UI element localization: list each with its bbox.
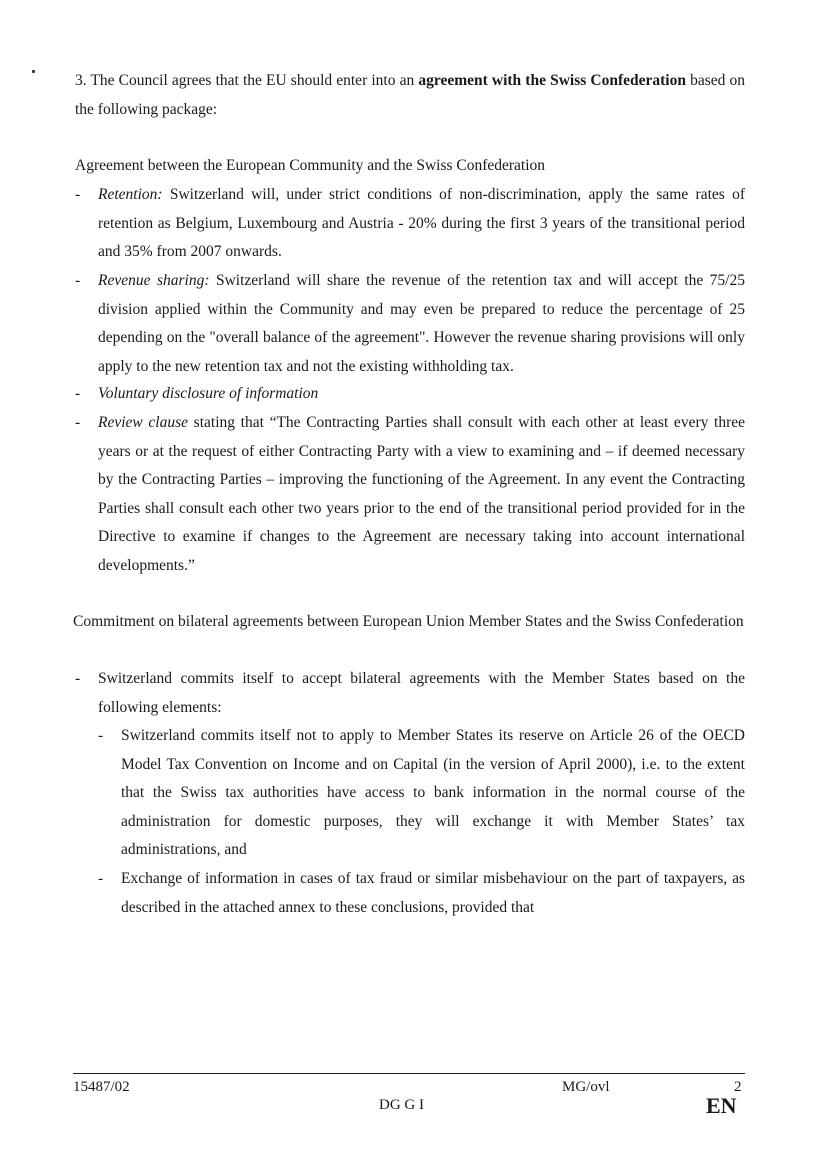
heading-agreement: Agreement between the European Community and the Swiss Confederation — [75, 157, 546, 174]
subbullet-dash: - — [98, 870, 104, 887]
bullet-dash: - — [75, 385, 81, 402]
bullet-text: Switzerland will share the revenue of the retention tax and will accept the 75/25 division applied within the Community and may even be prepared to reduce the percentage of 25 depending on the "overall balance of the agreement". However the revenue sharing provisions will only apply to the new retention tax and not the existing withholding tax. — [98, 272, 745, 375]
bullet-label: Review clause — [98, 414, 189, 431]
footer-rule — [73, 1073, 745, 1074]
bullet-text: stating that “The Contracting Parties shall consult with each other at least every three years or at the request of either Contracting Party with a view to examining and – if deemed necessary by the Contracting Parties – improving the functioning of the Agreement. In any event the Contracting Parties shall consult each other two years prior to the end of the transitional period provided for in the Directive to examine if changes to the Agreement are necessary taking into account international developments.” — [98, 414, 745, 574]
subbullet-exchange-information: Exchange of information in cases of tax fraud or similar misbehaviour on the part of taxpayers, as described in the attached annex to these conclusions, provided that — [121, 870, 745, 916]
scan-speck — [32, 70, 35, 73]
footer-initials: MG/ovl — [562, 1079, 610, 1095]
bullet-label: Voluntary disclosure of information — [98, 385, 319, 402]
bullet-dash: - — [75, 670, 81, 687]
bullet-dash: - — [75, 272, 81, 289]
intro-bold-phrase: agreement with the Swiss Confederation — [418, 72, 686, 89]
bullet-review-clause — [98, 409, 745, 580]
bullet-retention — [98, 181, 745, 267]
intro-text-start: 3. The Council agrees that the EU should enter into an — [75, 72, 419, 89]
footer-language: EN — [706, 1093, 737, 1118]
footer-doc-number: 15487/02 — [73, 1079, 130, 1095]
intro-paragraph — [75, 67, 745, 124]
bullet-switzerland-commits: Switzerland commits itself to accept bilateral agreements with the Member States based on the following elements: — [98, 670, 745, 716]
bullet-label: Retention: — [98, 186, 163, 203]
bullet-voluntary-disclosure — [98, 380, 745, 409]
bullet-revenue-sharing — [98, 267, 745, 381]
subbullet-oecd-reserve: Switzerland commits itself not to apply to Member States its reserve on Article 26 of the OECD Model Tax Convention on Income and on Capital (in the version of April 2000), i.e. to the extent that the Swiss tax authorities have access to bank information in the normal course of the administration for domestic purposes, they will exchange it with Member States’ tax administrations, and — [121, 727, 745, 858]
bullet-dash: - — [75, 186, 81, 203]
heading-commitment: Commitment on bilateral agreements between European Union Member States and the Swiss Confederation — [73, 613, 744, 630]
subbullet-dash: - — [98, 727, 104, 744]
intro-text-end: based on the following package: — [75, 72, 746, 118]
bullet-label: Revenue sharing: — [98, 272, 210, 289]
bullet-dash: - — [75, 414, 81, 431]
footer-dg: DG G I — [379, 1097, 424, 1113]
bullet-text: Switzerland will, under strict conditions of non-discrimination, apply the same rates of retention as Belgium, Luxembourg and Austria - 20% during the first 3 years of the transitional period and 35% from 2007 onwards. — [98, 186, 745, 260]
footer-page-number: 2 — [734, 1079, 742, 1095]
